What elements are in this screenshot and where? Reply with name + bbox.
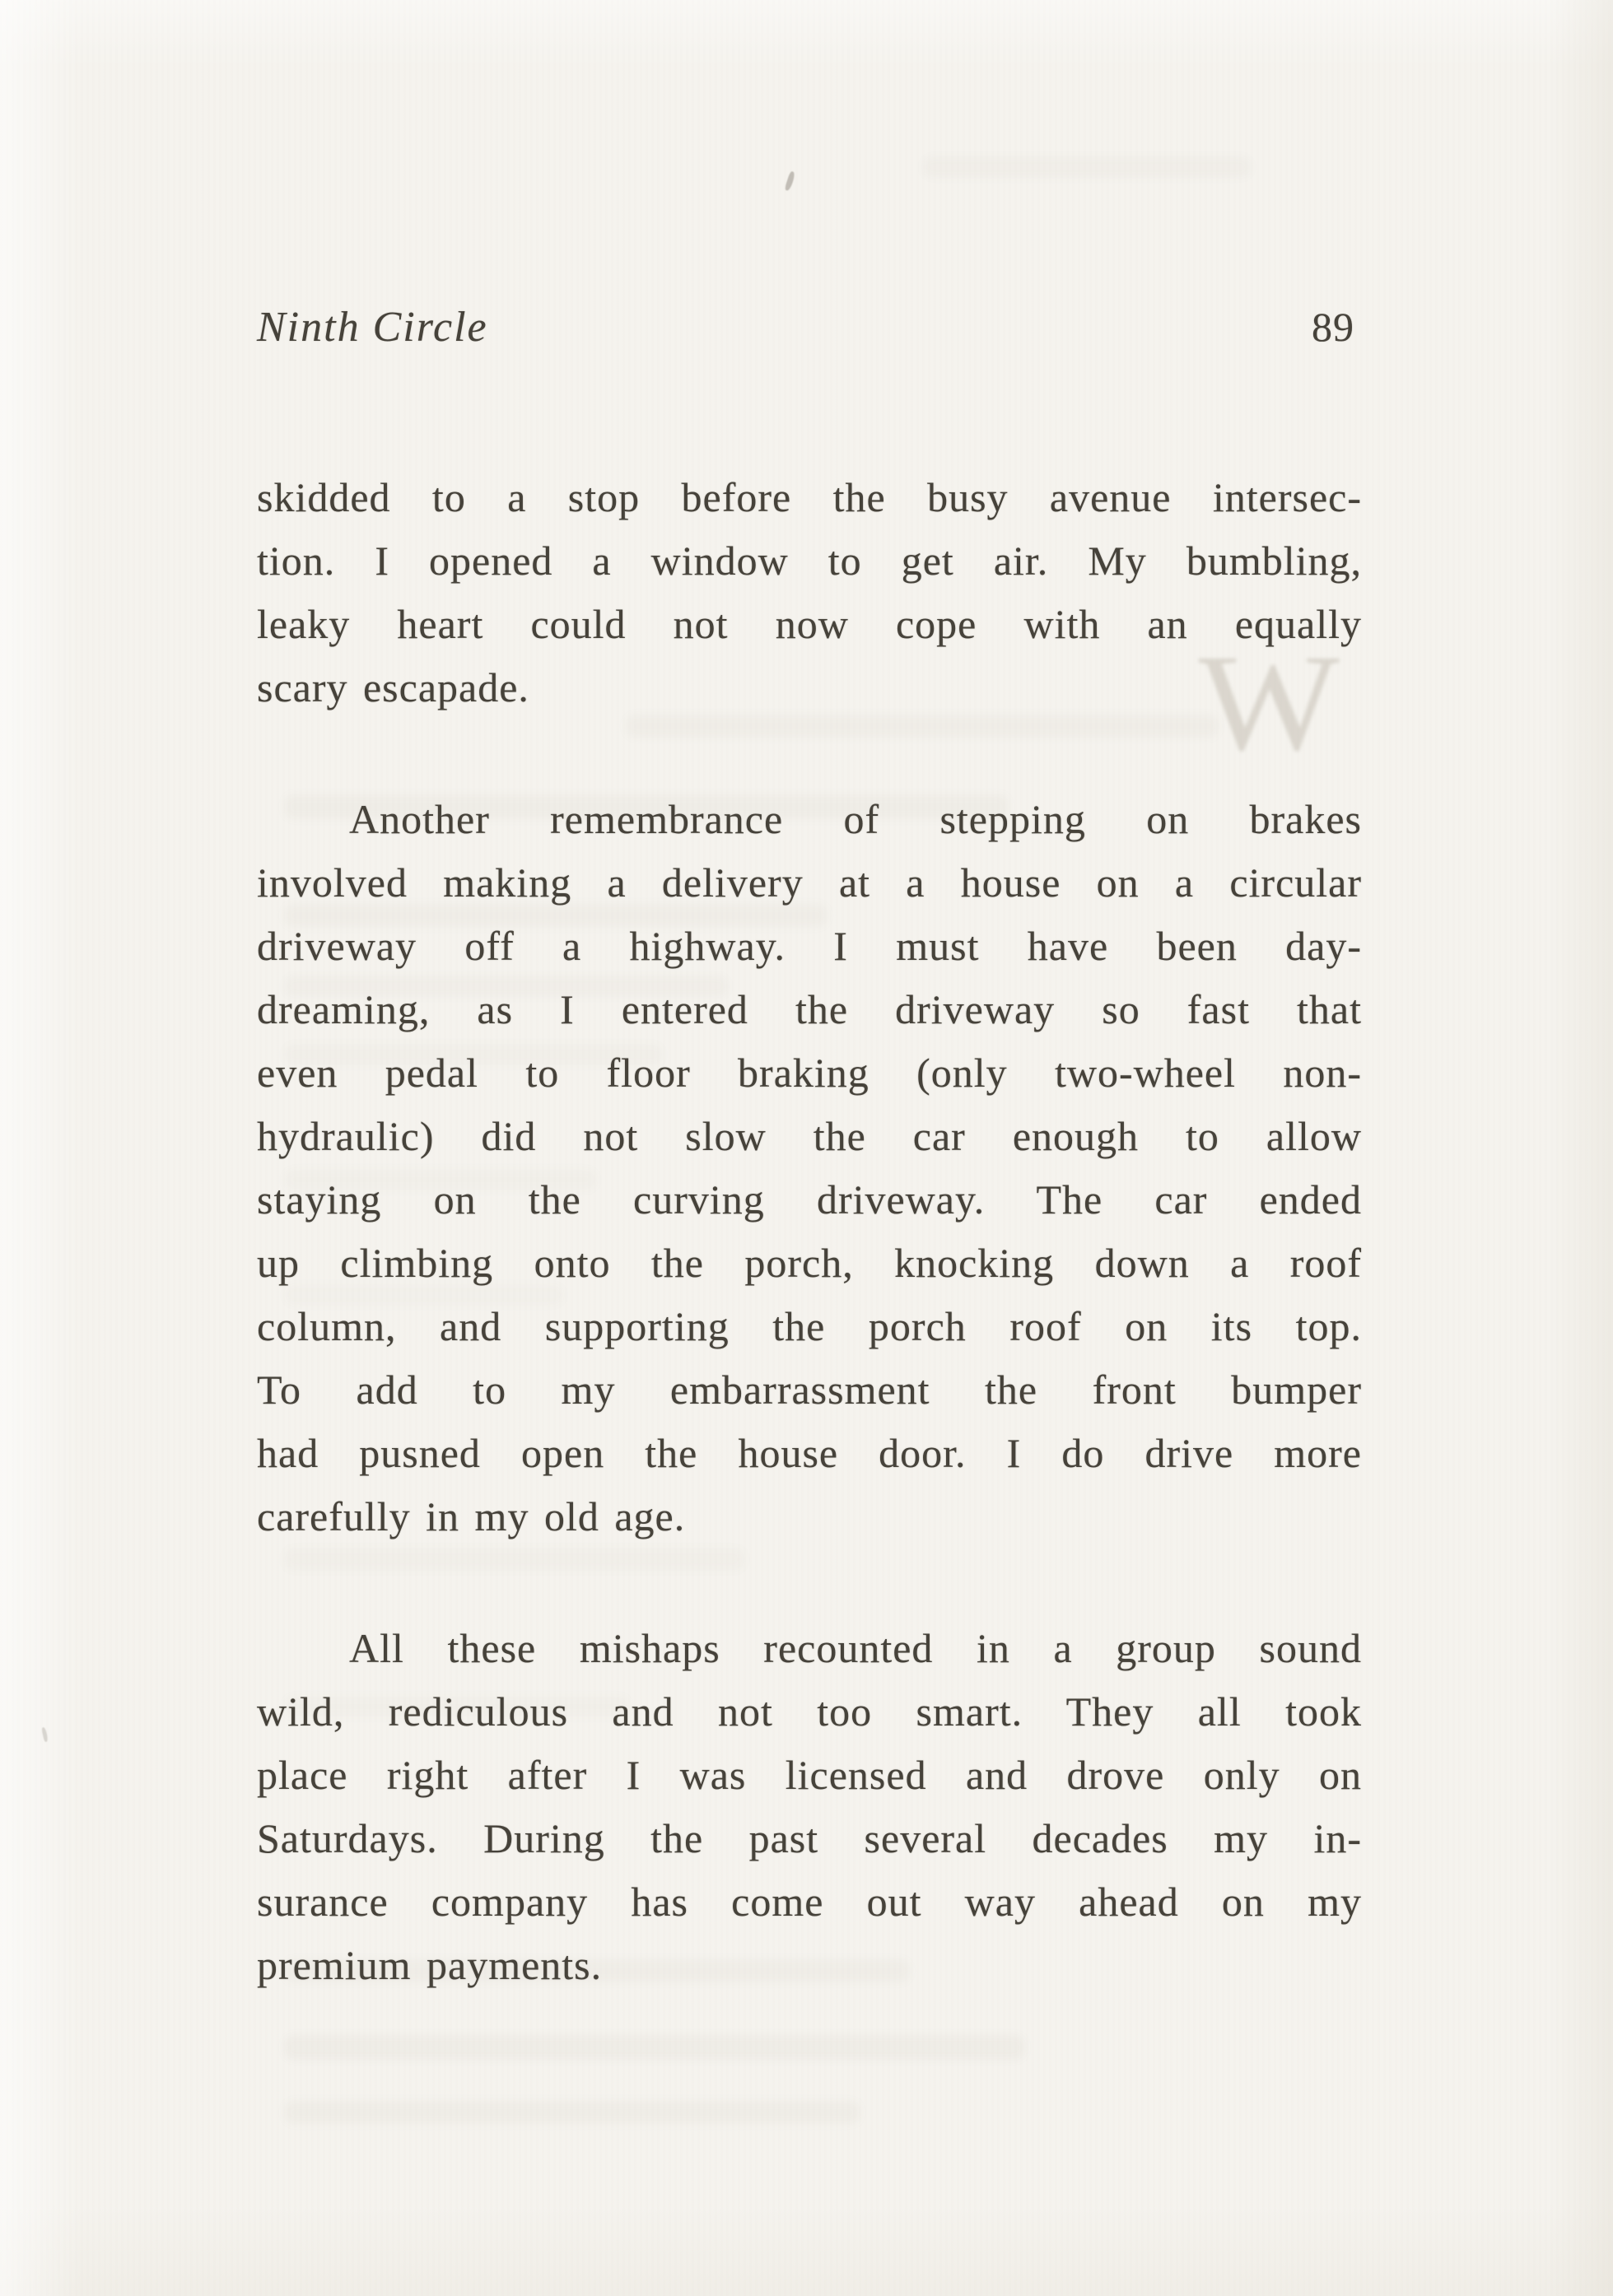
page-body — [257, 466, 1362, 1997]
text-line: column, and supporting the porch roof on its top. — [257, 1303, 1362, 1349]
bleedthrough-line — [284, 2101, 860, 2124]
text-line: All these mishaps recounted in a group sound — [349, 1625, 1362, 1671]
paragraph — [257, 1617, 1362, 1997]
text-line: Saturdays. During the past several decades my in- — [257, 1815, 1362, 1861]
page-number: 89 — [1312, 304, 1354, 350]
text-line: tion. I opened a window to get air. My bumbling, — [257, 538, 1362, 584]
text-line: leaky heart could not now cope with an equally — [257, 601, 1362, 647]
text-line: To add to my embarrassment the front bumper — [257, 1367, 1362, 1413]
text-line: scary escapade. — [257, 664, 529, 710]
text-line: up climbing onto the porch, knocking down a roof — [257, 1240, 1362, 1286]
text-line: premium payments. — [257, 1942, 603, 1988]
text-line: surance company has come out way ahead on my — [257, 1879, 1362, 1925]
bleedthrough-line — [922, 156, 1252, 178]
paper-speck — [784, 171, 795, 192]
chapter-title: Ninth Circle — [257, 304, 488, 351]
text-line: carefully in my old age. — [257, 1493, 686, 1539]
paper-speck — [41, 1727, 49, 1743]
bleedthrough-dropcap: W — [1198, 626, 1340, 780]
bleedthrough-line — [284, 2035, 1025, 2060]
text-line: Another remembrance of stepping on brakes — [349, 796, 1362, 842]
paragraph — [257, 788, 1362, 1549]
text-line: even pedal to floor braking (only two-wheel non- — [257, 1050, 1362, 1096]
paragraph — [257, 466, 1362, 720]
text-line: place right after I was licensed and drove only on — [257, 1752, 1362, 1798]
text-line: driveway off a highway. I must have been day- — [257, 923, 1362, 969]
text-line: staying on the curving driveway. The car ended — [257, 1176, 1362, 1223]
text-line: had pusned open the house door. I do drive more — [257, 1430, 1362, 1476]
text-line: skidded to a stop before the busy avenue intersec- — [257, 474, 1362, 520]
running-head — [257, 303, 1354, 352]
text-line: wild, rediculous and not too smart. They all took — [257, 1688, 1362, 1735]
text-line: hydraulic) did not slow the car enough to allow — [257, 1113, 1362, 1159]
text-line: dreaming, as I entered the driveway so fast that — [257, 986, 1362, 1032]
text-line: involved making a delivery at a house on a circular — [257, 859, 1362, 906]
